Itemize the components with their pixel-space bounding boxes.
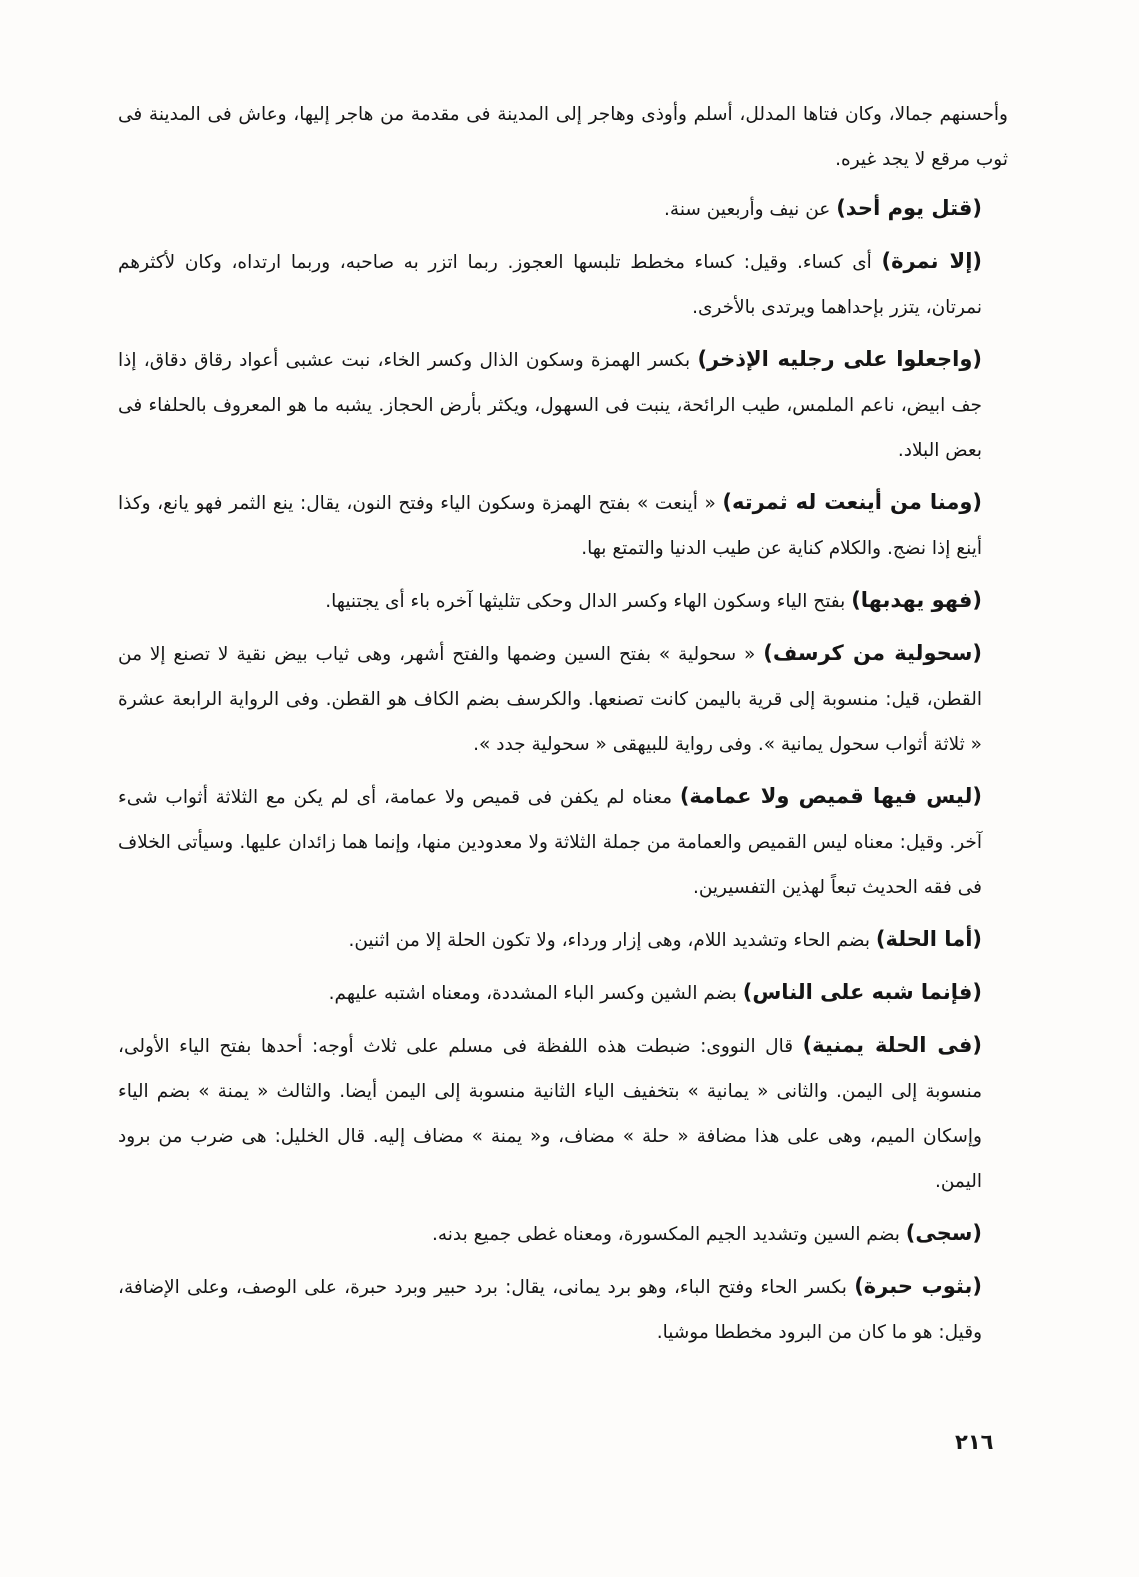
paragraph-text: قال النووى: ضبطت هذه اللفظة فى مسلم على ثلاث أوجه: أحدها بفتح الياء الأولى، منسوبة إلى اليمن. والثانى « يمانية » بتخفيف الياء الثانية منسوبة إلى اليمن أيضا. والثالث « يمنة » بضم الياء وإسكان الميم، وهى على هذا مضافة « حلة » مضاف، و« يمنة » مضاف إليه. قال الخليل: هى ضرب من برود اليمن. [118, 1036, 982, 1192]
paragraph-text: بفتح الياء وسكون الهاء وكسر الدال وحكى تثليثها آخره باء أى يجتنيها. [325, 591, 852, 612]
paragraph [118, 1264, 1008, 1355]
paragraph [118, 480, 1008, 571]
headword: (سحولية من كرسف) [763, 641, 982, 665]
headword: (أما الحلة) [875, 927, 982, 951]
paragraph [118, 1211, 1008, 1257]
paragraph-text: بكسر الهمزة وسكون الذال وكسر الخاء، نبت عشبى أعواد رقاق دقاق، إذا جف ابيض، ناعم الملمس، طيب الرائحة، ينبت فى السهول، ويكثر بأرض الحجاز. يشبه ما هو المعروف بالحلفاء فى بعض البلاد. [118, 350, 982, 461]
headword: (قتل يوم أحد) [836, 196, 982, 220]
paragraph [118, 186, 1008, 232]
headword: (ومنا من أينعت له ثمرته) [722, 490, 982, 514]
paragraph-text: بضم الشين وكسر الباء المشددة، ومعناه اشتبه عليهم. [328, 983, 743, 1004]
paragraph-text: بضم السين وتشديد الجيم المكسورة، ومعناه غطى جميع بدنه. [431, 1224, 906, 1245]
paragraph-text: بضم الحاء وتشديد اللام، وهى إزار ورداء، ولا تكون الحلة إلا من اثنين. [348, 930, 876, 951]
paragraph [118, 578, 1008, 624]
headword: (بثوب حبرة) [854, 1274, 982, 1298]
paragraph [118, 917, 1008, 963]
paragraph [118, 970, 1008, 1016]
headword: (واجعلوا على رجليه الإذخر) [697, 347, 982, 371]
headword: (فهو يهدبها) [851, 588, 982, 612]
paragraph-text: أى كساء. وقيل: كساء مخطط تلبسها العجوز. ربما اتزر به صاحبه، وربما ارتداه، وكان لأكثرهم نمرتان، يتزر بإحداهما ويرتدى بالأخرى. [118, 252, 982, 318]
headword: (إلا نمرة) [881, 249, 982, 273]
headword: (سجى) [905, 1221, 982, 1245]
paragraph [118, 92, 1008, 182]
paragraph-text: بكسر الحاء وفتح الباء، وهو برد يمانى، يقال: برد حبير وبرد حبرة، على الوصف، وعلى الإضافة، وقيل: هو ما كان من البرود مخططا موشيا. [118, 1277, 982, 1343]
headword: (فى الحلة يمنية) [802, 1033, 982, 1057]
page-number: ٢١٦ [955, 1430, 994, 1454]
paragraph [118, 337, 1008, 473]
paragraph-text: معناه لم يكفن فى قميص ولا عمامة، أى لم يكن مع الثلاثة أثواب شىء آخر. وقيل: معناه ليس القميص والعمامة من جملة الثلاثة ولا معدودين منها، وإنما هما زائدان عليها. وسيأتى الخلاف فى فقه الحديث تبعاً لهذين التفسيرين. [118, 787, 982, 898]
paragraph [118, 239, 1008, 330]
headword: (ليس فيها قميص ولا عمامة) [679, 784, 982, 808]
page-body [118, 92, 1008, 1362]
paragraph [118, 1023, 1008, 1204]
paragraph-text: « سحولية » بفتح السين وضمها والفتح أشهر، وهى ثياب بيض نقية لا تصنع إلا من القطن، قيل: منسوبة إلى قرية باليمن كانت تصنعها. والكرسف بضم الكاف هو القطن. وفى الرواية الرابعة عشرة « ثلاثة أثواب سحول يمانية ». وفى رواية للبيهقى « سحولية جدد ». [118, 644, 982, 755]
paragraph-text: « أينعت » بفتح الهمزة وسكون الياء وفتح النون، يقال: ينع الثمر فهو يانع، وكذا أينع إذا نضج. والكلام كناية عن طيب الدنيا والتمتع بها. [118, 493, 982, 559]
headword: (فإنما شبه على الناس) [742, 980, 982, 1004]
paragraph-text: وأحسنهم جمالا، وكان فتاها المدلل، أسلم وأوذى وهاجر إلى المدينة فى مقدمة من هاجر إليها، وعاش فى المدينة فى ثوب مرقع لا يجد غيره. [118, 104, 1008, 170]
paragraph [118, 774, 1008, 910]
paragraph [118, 631, 1008, 767]
paragraph-text: عن نيف وأربعين سنة. [664, 199, 837, 220]
